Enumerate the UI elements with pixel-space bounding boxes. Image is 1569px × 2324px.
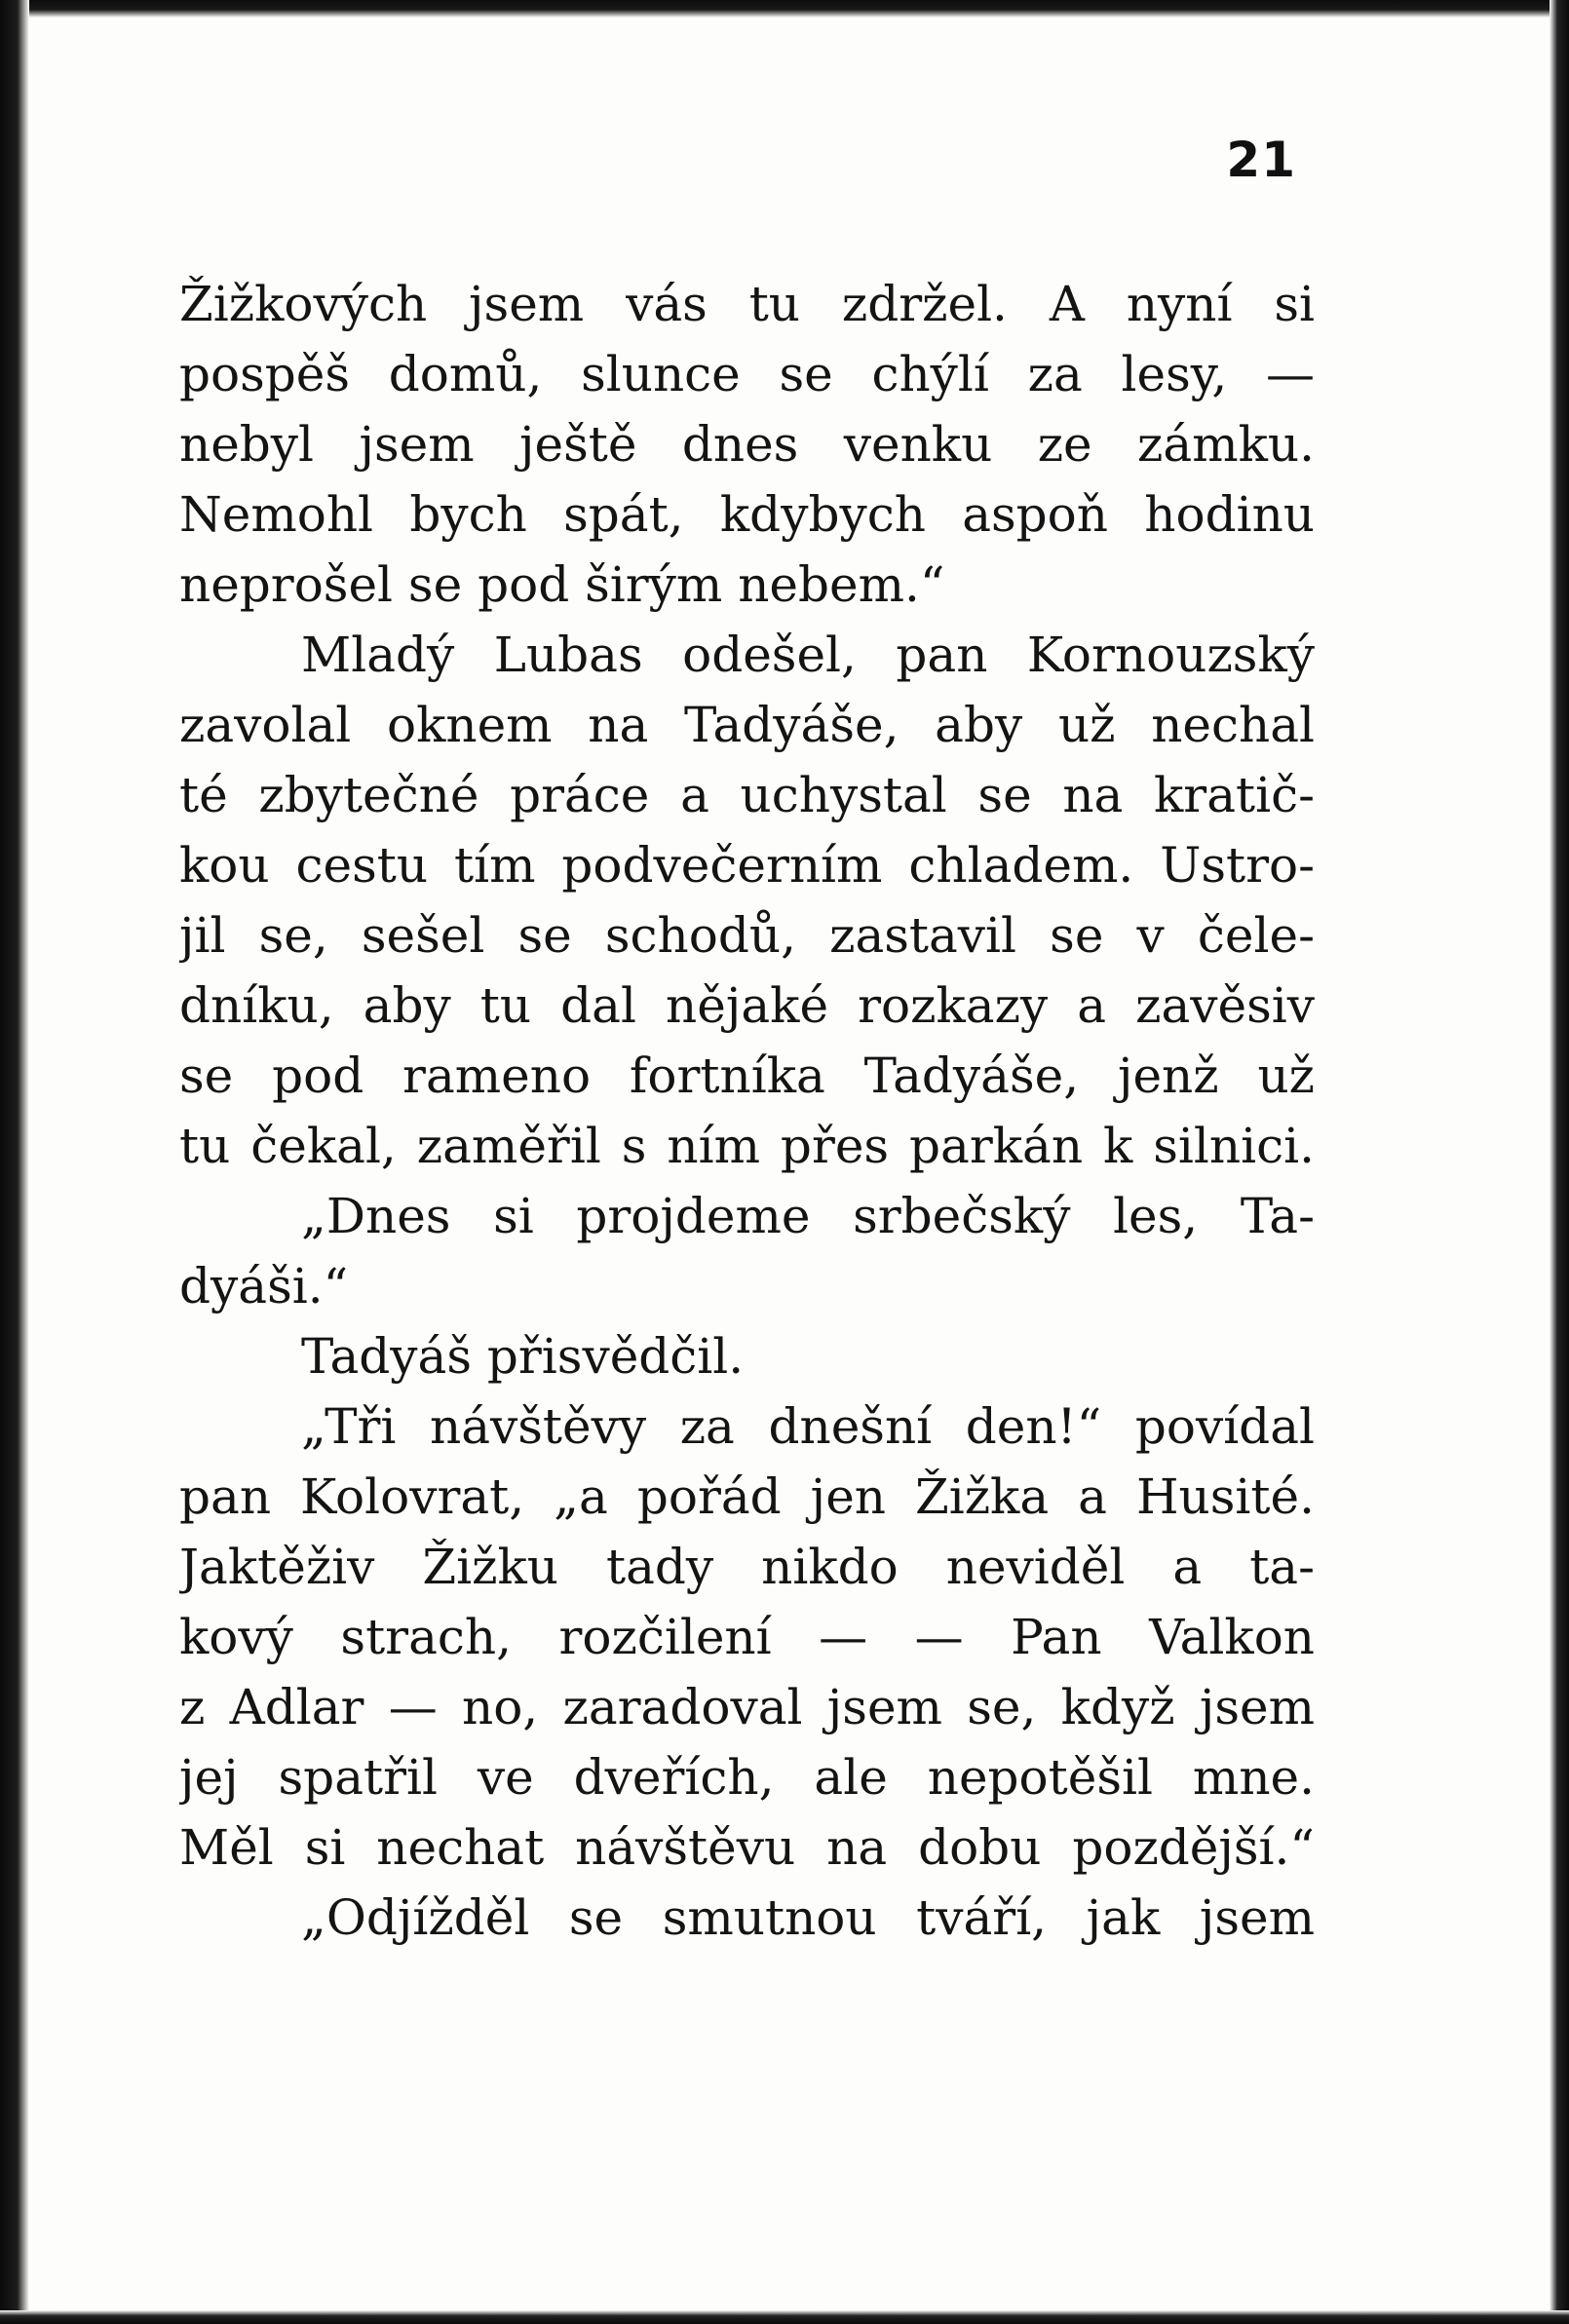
text-line: Tadyáš přisvědčil. xyxy=(301,1328,745,1385)
text-line: zavolal oknem na Tadyáše, aby už nechal xyxy=(179,697,1315,753)
text-line: „Tři návštěvy za dnešní den!“ povídal xyxy=(301,1398,1315,1455)
scan-border-left xyxy=(0,0,29,2324)
text-line: tu čekal, zaměřil s ním přes parkán k silnici. xyxy=(179,1118,1315,1174)
scan-border-right xyxy=(1550,0,1569,2324)
text-line: Mladý Lubas odešel, pan Kornouzský xyxy=(301,627,1315,683)
text-line: „Odjížděl se smutnou tváří, jak jsem xyxy=(301,1889,1315,1946)
text-line: „Dnes si projdeme srbečský les, Ta- xyxy=(301,1188,1315,1244)
body-text xyxy=(179,269,1315,1953)
text-line: Jaktěživ Žižku tady nikdo neviděl a ta- xyxy=(179,1539,1315,1595)
text-line: dyáši.“ xyxy=(179,1258,349,1314)
scan-border-top xyxy=(0,0,1569,18)
text-line: pospěš domů, slunce se chýlí za lesy, — xyxy=(179,346,1315,402)
text-line: té zbytečné práce a uchystal se na kratič- xyxy=(179,767,1315,823)
text-line: z Adlar — no, zaradoval jsem se, když jsem xyxy=(179,1679,1315,1735)
text-line: kový strach, rozčilení — — Pan Valkon xyxy=(179,1609,1315,1665)
text-line: jil se, sešel se schodů, zastavil se v čele- xyxy=(179,907,1315,964)
text-line: neprošel se pod širým nebem.“ xyxy=(179,556,945,613)
text-line: se pod rameno fortníka Tadyáše, jenž už xyxy=(179,1048,1315,1104)
text-line: kou cestu tím podvečerním chladem. Ustro- xyxy=(179,837,1315,894)
page-number: 21 xyxy=(1226,132,1296,188)
scan-border-bottom xyxy=(0,2310,1569,2324)
text-line: Měl si nechat návštěvu na dobu pozdější.“ xyxy=(179,1819,1315,1876)
text-line: nebyl jsem ještě dnes venku ze zámku. xyxy=(179,416,1315,473)
text-line: dníku, aby tu dal nějaké rozkazy a zavěsiv xyxy=(179,977,1315,1034)
text-line: pan Kolovrat, „a pořád jen Žižka a Husité. xyxy=(179,1468,1315,1525)
text-line: jej spatřil ve dveřích, ale nepotěšil mne. xyxy=(179,1749,1315,1806)
text-line: Žižkových jsem vás tu zdržel. A nyní si xyxy=(179,276,1315,332)
text-line: Nemohl bych spát, kdybych aspoň hodinu xyxy=(179,486,1315,543)
